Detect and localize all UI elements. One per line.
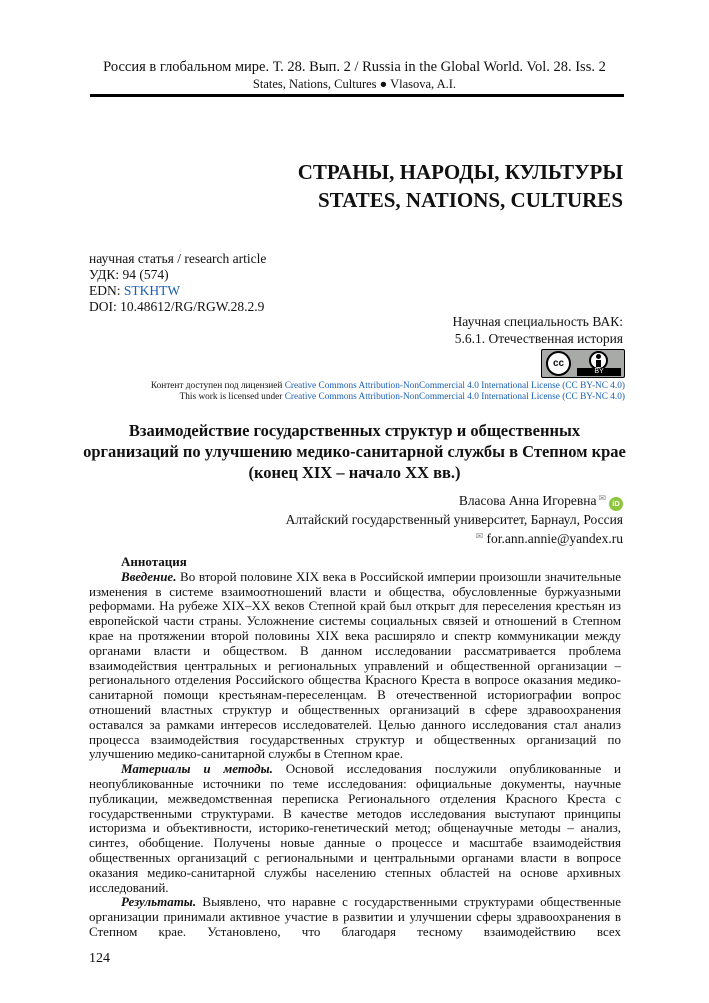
results-text: Выявлено, что наравне с государственными структурами общественные организации принимали активное участие в развитии и улучшении сферы здравоохранения в Степном крае. Установлено, что благодаря тесному взаимодействию всех <box>89 894 621 939</box>
methods-text: Основой исследования послужили опубликованные и неопубликованные источники по теме исследования: официальные документы, научные публикации, межведомственная переписка Регионального отделения Красного Креста с государственными структурами. В качестве методов исследования выступают принципы историзма и объективности, историко-генетический метод; общенаучные методы – анализ, синтез, обобщение. Получены новые данные о процессе и масштабе взаимодействия общественных организаций с региональными и центральными органами власти в вопросе оказания медико-санитарной службы населению степных областей на основе архивных исследований. <box>89 761 621 895</box>
article-type: научная статья / research article <box>89 251 267 266</box>
results-lead: Результаты. <box>121 894 197 910</box>
email-envelope-icon: ✉ <box>475 531 484 541</box>
envelope-icon[interactable]: ✉ <box>598 493 606 503</box>
cc-by-badge[interactable] <box>541 349 625 378</box>
abstract-heading: Аннотация <box>121 554 187 569</box>
orcid-icon[interactable]: iD <box>609 497 623 511</box>
author-email[interactable]: for.ann.annie@yandex.ru <box>486 531 623 546</box>
article-title-line-1: Взаимодействие государственных структур и общественных <box>128 421 581 440</box>
article-title <box>70 420 639 483</box>
license-ru-link[interactable]: Creative Commons Attribution-NonCommercial 4.0 International License (CC BY-NC 4.0) <box>284 381 625 391</box>
vak-specialty <box>453 313 623 347</box>
abstract-methods <box>89 762 621 895</box>
author-line <box>286 490 623 511</box>
edn-link[interactable]: STKHTW <box>123 283 181 298</box>
vak-label: Научная специальность ВАК: <box>452 314 623 329</box>
section-title <box>298 158 623 214</box>
running-header-section-author: States, Nations, Cultures ● Vlasova, A.I. <box>252 77 457 91</box>
cc-icon: cc <box>546 351 571 376</box>
vak-value: 5.6.1. Отечественная история <box>454 331 623 346</box>
edn-line <box>89 283 266 299</box>
article-title-line-2: организаций по улучшению медико-санитарной службы в Степном крае <box>83 442 626 461</box>
license-en <box>151 392 625 403</box>
header-rule <box>90 94 624 97</box>
author-name: Власова Анна Игоревна <box>458 493 597 508</box>
author-block <box>286 490 623 547</box>
edn-label: EDN: <box>89 283 124 298</box>
license-ru-prefix: Контент доступен под лицензией <box>150 381 285 391</box>
author-email-line <box>286 528 623 547</box>
introduction-text: Во второй половине XIX века в Российской империи произошли значительные изменения в системе взаимоотношений власти и общества, обусловленные буржуазными реформами. На рубеже XIX–XX веков Степной край был открыт для переселения крестьян из европейской части страны. Усложнение системы социальных связей и отношений в Степном крае на протяжении второй половины XIX века расширяло и спектр коммуникации между органами власти и обществом. В данном исследовании рассматривается проблема взаимодействия центральных и региональных управлений и общественной организации – регионального отделения Российского общества Красного Креста в вопросе оказания медико-санитарной помощи крестьянам-переселенцам. В отечественной историографии вопрос отношений властных структур и общественных организаций в сфере здравоохранения оставался за рамками интересов исследователей. Целью данного исследования стал анализ процесса взаимодействия государственных структур и общественных организаций по улучшению медико-санитарной службы в Степном крае. <box>89 568 621 762</box>
author-affiliation: Алтайский государственный университет, Барнаул, Россия <box>285 512 623 527</box>
article-title-line-3: (конец XIX – начало XX вв.) <box>248 463 461 482</box>
section-title-en: STATES, NATIONS, CULTURES <box>318 188 623 212</box>
license-notice <box>151 381 625 403</box>
license-en-link[interactable]: Creative Commons Attribution-NonCommercial 4.0 International License (CC BY-NC 4.0) <box>284 392 625 402</box>
page-number: 124 <box>89 951 110 966</box>
running-header-journal: Россия в глобальном мире. Т. 28. Вып. 2 / Russia in the Global World. Vol. 28. Iss. 2 <box>103 59 606 75</box>
doi-line: DOI: 10.48612/RG/RGW.28.2.9 <box>89 299 265 314</box>
license-en-prefix: This work is licensed under <box>179 392 285 402</box>
article-metadata <box>89 251 266 315</box>
license-ru <box>151 381 625 392</box>
abstract <box>89 555 621 940</box>
running-header <box>40 58 669 92</box>
section-title-ru: СТРАНЫ, НАРОДЫ, КУЛЬТУРЫ <box>297 160 623 184</box>
abstract-introduction <box>89 570 621 762</box>
by-label: BY <box>577 368 621 376</box>
introduction-lead: Введение. <box>121 568 177 584</box>
udk-code: УДК: 94 (574) <box>89 267 169 282</box>
abstract-results <box>89 895 621 939</box>
methods-lead: Материалы и методы. <box>121 761 273 777</box>
